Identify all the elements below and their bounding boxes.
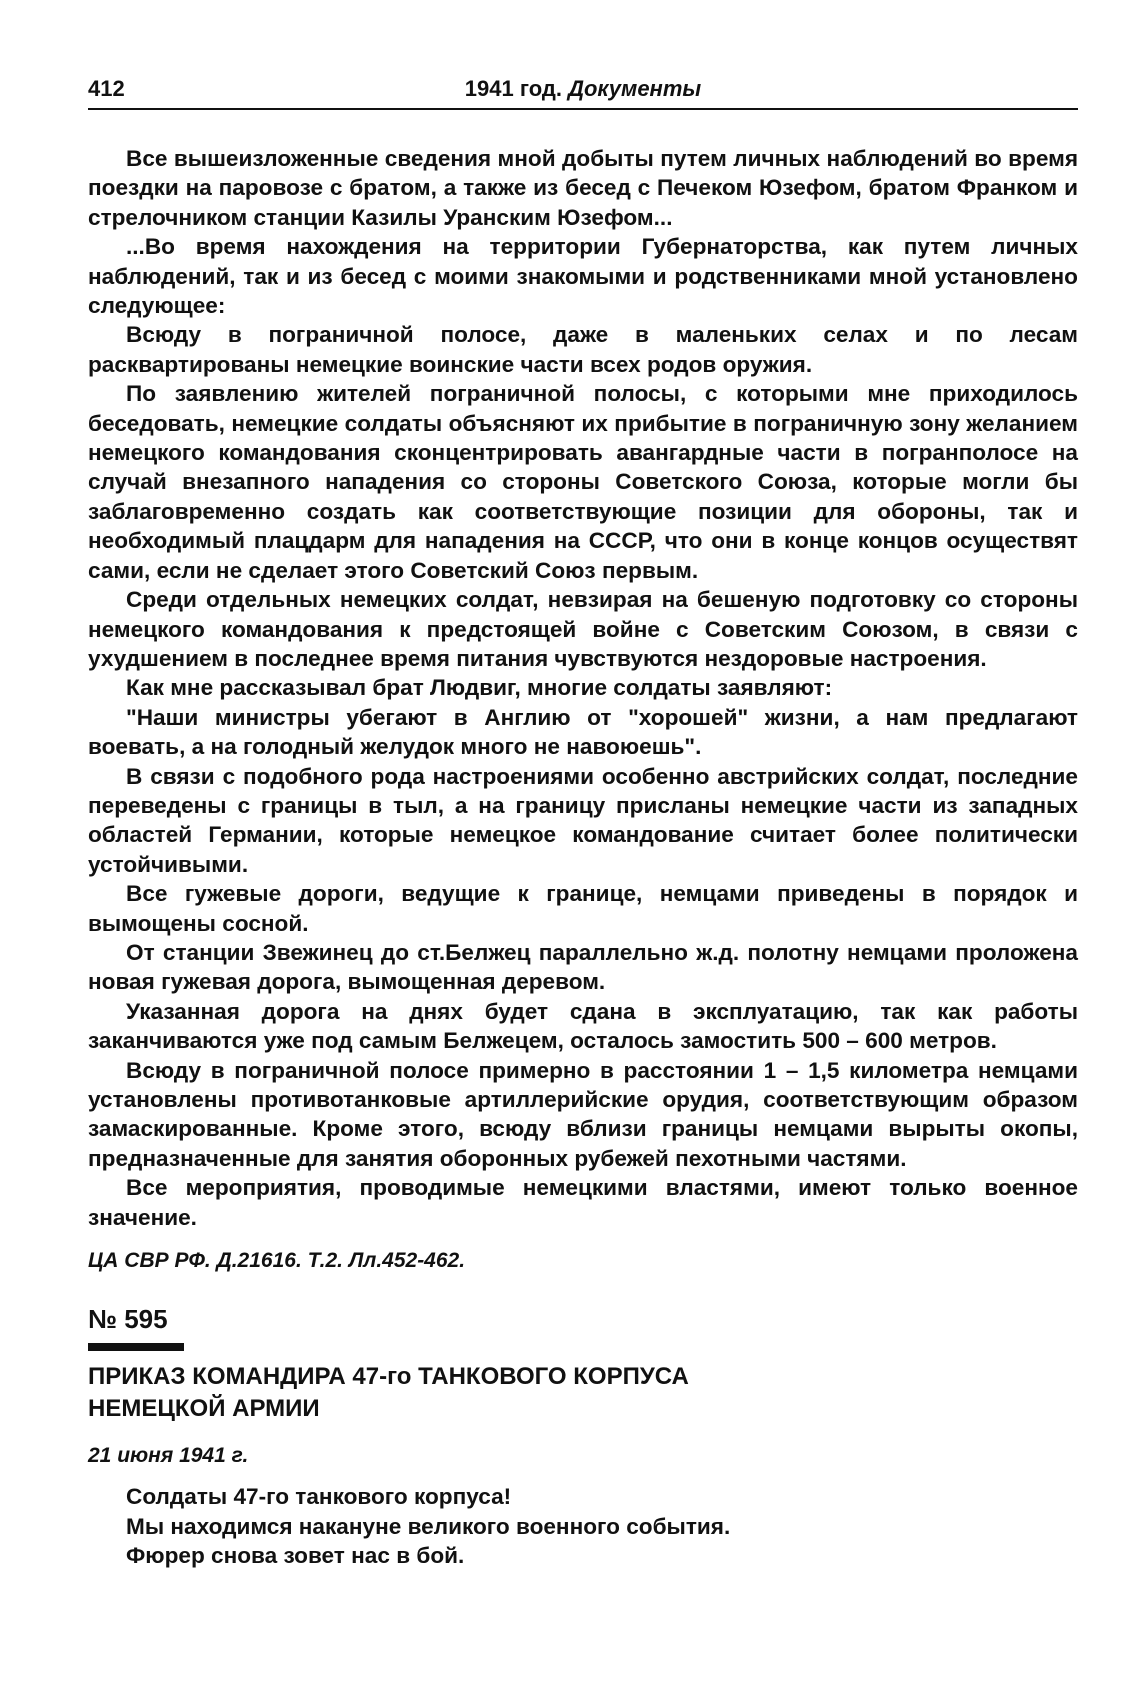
book-page: [88, 72, 1078, 1570]
section-title: Документы: [568, 76, 702, 101]
paragraph: По заявлению жителей пограничной полосы, с которыми мне приходилось беседовать, немецкие солдаты объясняют их прибытие в пограничную зону желанием немецкого командования сконцентрировать авангардные части в погранполосе на случай внезапного нападения со стороны Советского Союза, которые могли бы заблаговременно создать как соответствующие позиции для обороны, так и необходимый плацдарм для нападения на СССР, что они в конце концов осуществят сами, если не сделает этого Советский Союз первым.: [88, 381, 1078, 583]
book-title: 1941 год.: [464, 76, 562, 101]
page-header: [88, 72, 1078, 110]
paragraph: Всюду в пограничной полосе примерно в расстоянии 1 – 1,5 километра немцами установлены противотанковые артиллерийские орудия, соответствующим образом замаскированные. Кроме этого, всюду вблизи границы немцами вырыты окопы, предназначенные для занятия оборонных рубежей пехотными частями.: [88, 1057, 1078, 1171]
document-title-line: НЕМЕЦКОЙ АРМИИ: [88, 1394, 320, 1422]
paragraph: Все мероприятия, проводимые немецкими властями, имеют только военное значение.: [88, 1175, 1078, 1230]
paragraph: ...Во время нахождения на территории Губернаторства, как путем личных наблюдений, так и из бесед с моими знакомыми и родственниками мной установлено следующее:: [88, 234, 1078, 319]
quote-paragraph: "Наши министры убегают в Англию от "хорошей" жизни, а нам предлагают воевать, а на голодный желудок много не навоюешь".: [88, 704, 1078, 760]
document-number-rule: [88, 1343, 184, 1351]
document-number: № 595: [88, 1304, 168, 1335]
order-line: Солдаты 47-го танкового корпуса!: [126, 1484, 512, 1510]
document-title-line: ПРИКАЗ КОМАНДИРА 47-го ТАНКОВОГО КОРПУСА: [88, 1362, 689, 1390]
document-date: 21 июня 1941 г.: [88, 1443, 249, 1467]
page-number: 412: [88, 76, 125, 101]
paragraph: Все вышеизложенные сведения мной добыты путем личных наблюдений во время поездки на паровозе с братом, а также из бесед с Печеком Юзефом, братом Франком и стрелочником станции Казилы Уранским Юзефом...: [88, 146, 1078, 230]
paragraph: Как мне рассказывал брат Людвиг, многие солдаты заявляют:: [126, 675, 833, 701]
document-title: [88, 1361, 1078, 1425]
paragraph: От станции Звежинец до ст.Белжец параллельно ж.д. полотну немцами проложена новая гужевая дорога, вымощенная деревом.: [88, 939, 1078, 995]
order-text: [88, 1482, 1078, 1570]
paragraph: Среди отдельных немецких солдат, невзирая на бешеную подготовку со стороны немецкого командования к предстоящей войне с Советским Союзом, в связи с ухудшением в последнее время питания чувствуются нездоровые настроения.: [88, 587, 1078, 671]
paragraph: В связи с подобного рода настроениями особенно австрийских солдат, последние переведены с границы в тыл, а на границу присланы немецкие части из западных областей Германии, которые немецкое командование считает более политически устойчивыми.: [88, 763, 1078, 877]
paragraph: Все гужевые дороги, ведущие к границе, немцами приведены в порядок и вымощены сосной.: [88, 881, 1078, 936]
running-title: [88, 76, 1078, 102]
order-line: Фюрер снова зовет нас в бой.: [126, 1543, 465, 1569]
paragraph: Указанная дорога на днях будет сдана в эксплуатацию, так как работы заканчиваются уже под самым Белжецем, осталось замостить 500 – 600 метров.: [88, 998, 1078, 1054]
paragraph: Всюду в пограничной полосе, даже в маленьких селах и по лесам расквартированы немецкие воинские части всех родов оружия.: [88, 322, 1078, 377]
order-line: Мы находимся накануне великого военного события.: [126, 1513, 731, 1539]
document-body: [88, 144, 1078, 1570]
archive-source: ЦА СВР РФ. Д.21616. Т.2. Лл.452-462.: [88, 1249, 466, 1273]
